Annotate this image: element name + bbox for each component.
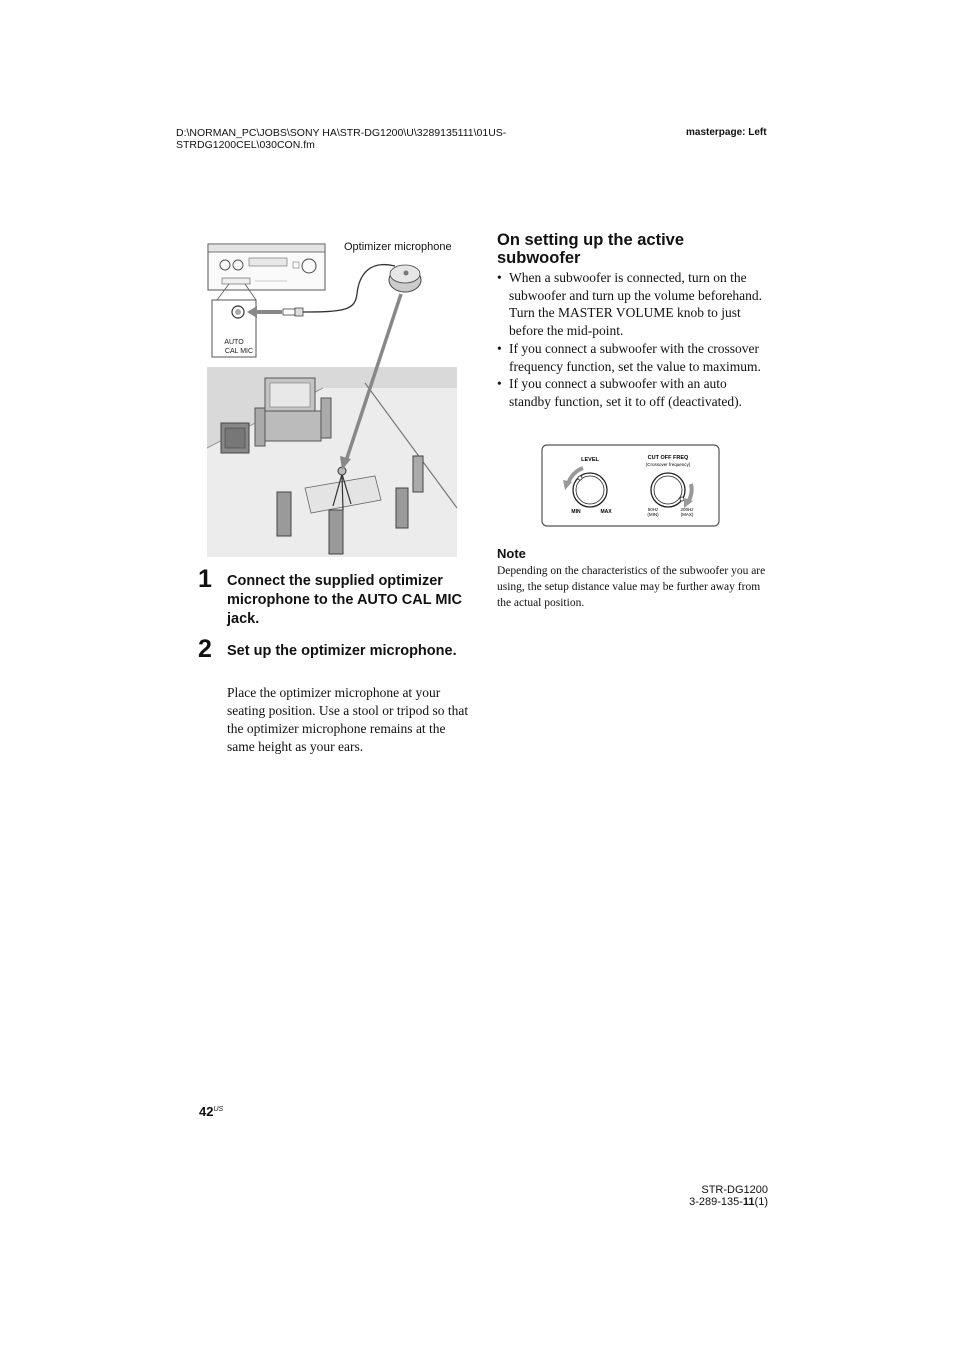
low-freq-label-2: (MIN)	[647, 512, 659, 517]
jack-label-1: AUTO	[224, 339, 244, 346]
step-1-title: Connect the supplied optimizer microphone to the AUTO CAL MIC jack.	[227, 573, 462, 627]
cutoff-label: CUT OFF FREQ	[647, 455, 689, 461]
step-2-number: 2	[198, 635, 212, 663]
low-freq-label-1: 50Hz	[647, 507, 659, 512]
list-item: • If you connect a subwoofer with the crossover frequency function, set the value to maximum.	[497, 340, 761, 374]
bullet-list	[497, 269, 767, 411]
jack-label-2: CAL MIC	[224, 348, 254, 355]
list-item: • If you connect a subwoofer with an auto standby function, set it to off (deactivated).	[497, 376, 742, 409]
min-label: MIN	[571, 509, 581, 515]
note-body: Depending on the characteristics of the subwoofer you are using, the setup distance value may be further away from the actual position.	[497, 565, 766, 609]
optimizer-microphone-label: Optimizer microphone	[344, 241, 452, 253]
section-heading: On setting up the active subwoofer	[497, 231, 685, 267]
model-number: STR-DG1200	[701, 1184, 768, 1196]
cutoff-knob-icon	[651, 473, 685, 507]
crossover-label: (Crossover frequency)	[645, 462, 691, 467]
high-freq-label-2: (MAX)	[680, 512, 694, 517]
receiver-icon	[208, 244, 325, 290]
file-path-line1: D:\NORMAN_PC\JOBS\SONY HA\STR-DG1200\U\3289135111\01US-	[176, 127, 507, 139]
page-suffix: US	[213, 1106, 224, 1113]
microphone-setup-illustration	[205, 238, 460, 558]
footer-model-info	[660, 1184, 768, 1208]
file-path-header	[176, 127, 596, 151]
note-title: Note	[497, 546, 526, 561]
step-2-body: Place the optimizer microphone at your seating position. Use a stool or tripod so that the optimizer microphone remains at the same height as your ears.	[227, 685, 469, 754]
document-code: 3-289-135-11(1)	[689, 1196, 768, 1208]
level-knob-icon	[573, 473, 607, 507]
step-1-number: 1	[198, 565, 212, 593]
masterpage-label: masterpage: Left	[686, 127, 767, 138]
subwoofer-knobs-illustration	[541, 444, 721, 528]
high-freq-label-1: 200Hz	[680, 507, 694, 512]
page-number: $42^{US}$	[199, 1104, 224, 1119]
microphone-icon	[389, 265, 421, 292]
auto-cal-mic-jack	[212, 300, 256, 357]
list-item: • When a subwoofer is connected, turn on the subwoofer and turn up the volume beforehand. Turn the MASTER VOLUME knob to just before the mid-point.	[497, 270, 763, 339]
max-label: MAX	[600, 509, 612, 515]
file-path-line2: STRDG1200CEL\030CON.fm	[176, 139, 315, 151]
level-label: LEVEL	[581, 457, 599, 463]
step-2-title: Set up the optimizer microphone.	[227, 643, 457, 659]
